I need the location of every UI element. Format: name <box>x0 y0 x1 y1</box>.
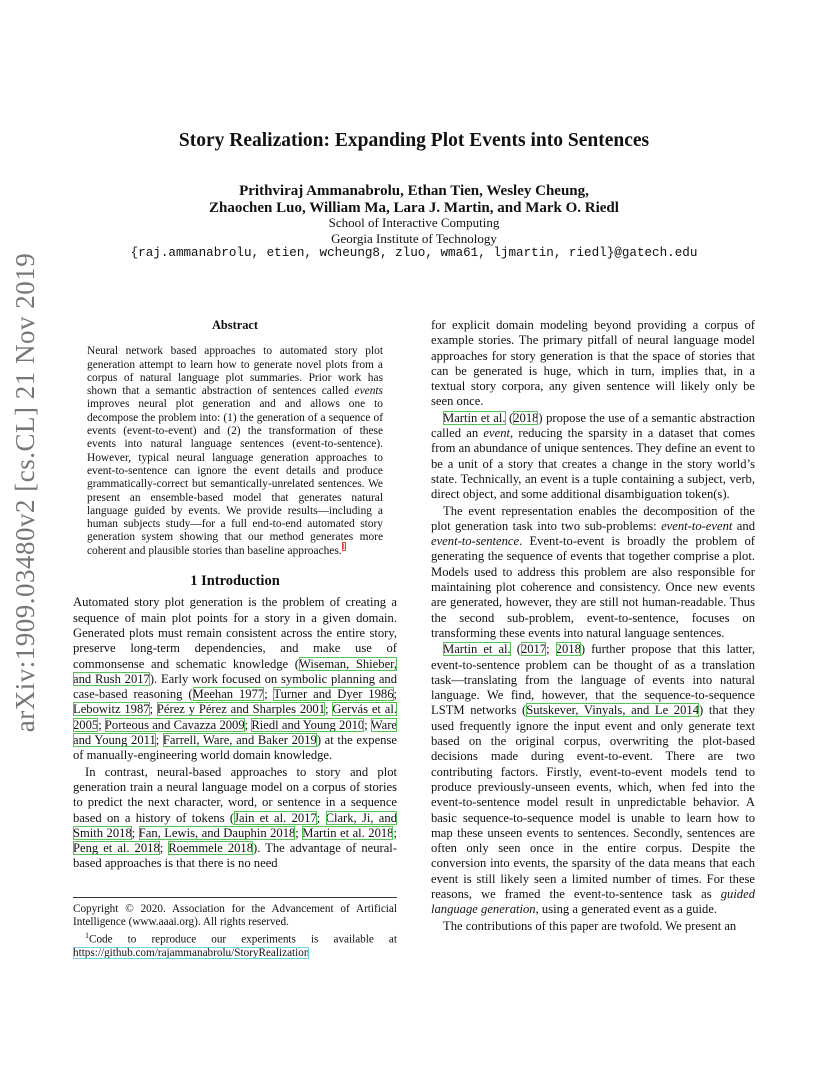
intro-paragraph-1: Automated story plot generation is the problem of creating a sequence of main plot points for a story in a given domain. Generated plots must remain consistent across the entire story, preserve long-term dependencies, and make use of commonsense and schematic knowledge (Wiseman, Shieber, and Rush 2017). Early work focused on symbolic planning and case-based reasoning (Meehan 1977; Turner and Dyer 1986; Lebowitz 1987; Pérez y Pérez and Sharples 2001; Gervás et al. 2005; Porteous and Cavazza 2009; Riedl and Young 2010; Ware and Young 2011; Farrell, Ware, and Baker 2019) at the expense of manually-engineering world domain knowledge. <box>73 595 398 763</box>
events-term: events <box>354 385 383 398</box>
citation-link[interactable]: 2018 <box>513 410 539 425</box>
citation-link[interactable]: Wiseman, Shieber, and Rush 2017 <box>73 656 397 686</box>
right-paragraph-1: for explicit domain modeling beyond providing a corpus of example stories. The primary pitfall of neural language model approaches for story generation is that the space of stories that can be generated is huge, which in turn, implies that, in a textual story corpora, any given sentence will likely only be seen once. <box>431 318 755 409</box>
citation-link[interactable]: Pérez y Pérez and Sharples 2001 <box>156 702 326 717</box>
citation-link[interactable]: Fan, Lewis, and Dauphin 2018 <box>138 825 296 840</box>
author-line-1: Prithviraj Ammanabrolu, Ethan Tien, Wesley Cheung, <box>239 183 589 199</box>
left-column <box>73 318 397 872</box>
right-column <box>431 318 755 934</box>
citation-link[interactable]: Ware and Young 2011 <box>73 717 397 748</box>
affiliation-school: School of Interactive Computing <box>328 215 500 230</box>
citation-link[interactable]: Porteous and Cavazza 2009 <box>104 717 245 732</box>
citation-link[interactable]: Turner and Dyer 1986 <box>273 687 394 702</box>
citation-link[interactable]: 2017 <box>520 642 547 657</box>
citation-link[interactable]: Riedl and Young 2010 <box>251 717 365 732</box>
right-paragraph-5: The contributions of this paper are twofold. We present an <box>443 918 737 933</box>
citation-link[interactable]: Meehan 1977 <box>192 687 265 702</box>
abstract-heading: Abstract <box>211 318 259 332</box>
copyright-notice: Copyright © 2020. Association for the Advancement of Artificial Intelligence (www.aaai.org). All rights reserved. <box>73 903 397 928</box>
paper-title: Story Realization: Expanding Plot Events into Sentences <box>178 130 650 151</box>
citation-link[interactable]: Peng et al. 2018 <box>73 841 160 856</box>
author-emails: {raj.ammanabrolu, etien, wcheung8, zluo, wma61, ljmartin, riedl}@gatech.edu <box>130 246 698 260</box>
arxiv-watermark <box>6 252 46 732</box>
author-line-2: Zhaochen Luo, William Ma, Lara J. Martin, and Mark O. Riedl <box>209 200 619 216</box>
footnote-area <box>73 897 397 960</box>
arxiv-identifier: arXiv:1909.03480v2 [cs.CL] 21 Nov 2019 <box>10 252 41 732</box>
citation-link[interactable]: Martin et al. <box>443 410 506 425</box>
right-paragraph-3: The event representation enables the decomposition of the plot generation task into two sub-problems: event-to-event and event-to-sentence. Event-to-event is broadly the problem of generating the sequence of events that together comprise a plot. Models used to address this problem are also responsible for maintaining plot coherence and consistency. Once new events are generated, however, they are still not human-readable. Thus the second sub-problem, event-to-sentence, focuses on transforming these events into natural language sentences. <box>431 503 755 640</box>
citation-link[interactable]: Sutskever, Vinyals, and Le 2014 <box>526 703 699 718</box>
citation-link[interactable]: Martin et al. <box>443 642 511 657</box>
citation-link[interactable]: Lebowitz 1987 <box>73 702 150 717</box>
right-paragraph-4: Martin et al. (2017; 2018) further propose that this latter, event-to-sentence problem can be thought of as a translation task—translating from the language of events into natural language. We find, however, that the sequence-to-sequence LSTM networks (Sutskever, Vinyals, and Le 2014) that they used frequently ignore the input event and only generate text based on the original corpus, overwriting the plot-based decisions made during event-to-event. There are two contributing factors. Firstly, event-to-event models tend to produce previously-unseen events, which, when fed into the event-to-sentence model result in unpredictable behavior. A basic sequence-to-sequence model is unable to learn how to map these unseen events to sentences. Secondly, sentences are often only seen once in the entire corpus. Despite the conversion into events, the sparsity of the data means that each event is still likely seen a limited number of times. For these reasons, we framed the event-to-sentence task as guided language generation, using a generated event as a guide. <box>431 642 756 917</box>
affiliation-institute: Georgia Institute of Technology <box>331 230 497 246</box>
author-list <box>0 183 828 217</box>
citation-link[interactable]: Roemmele 2018 <box>168 841 254 856</box>
footnote-rule <box>73 897 397 898</box>
abstract-text: Neural network based approaches to automated story plot generation attempt to learn how to generate novel plots from a corpus of natural language plot summaries. Prior work has shown that a semantic abstraction of sentences called events improves neural plot generation and and allows one to decompose the problem into: (1) the generation of a sequence of events (event-to-event) and (2) the transformation of these events into natural language sentences (event-to-sentence). However, typical neural language generation approaches to event-to-sentence can ignore the event details and produce grammatically-correct but semantically-unrelated sentences. We present an ensemble-based model that generates natural language guided by events. We provide results—including a human subjects study—for a full end-to-end automated story generation system showing that our method generates more coherent and plausible stories than baseline approaches.$^1$ <box>87 345 383 557</box>
citation-link[interactable]: Gervás et al. 2005 <box>73 702 397 732</box>
footnote-1-marker[interactable]: 1 <box>341 541 346 551</box>
right-paragraph-2: Martin et al. (2018) propose the use of a semantic abstraction called an event, reducing the sparsity in a dataset that comes from an abundance of unique sentences. They define an event to be a unit of a story that creates a change in the story world’s state. Technically, an event is a tuple containing a subject, verb, direct object, and some additional disambiguation token(s). <box>431 410 756 502</box>
citation-link[interactable]: Farrell, Ware, and Baker 2019 <box>162 733 317 748</box>
citation-link[interactable]: Jain et al. 2017 <box>234 810 317 825</box>
code-repository-link[interactable]: https://github.com/rajammanabrolu/StoryRealization <box>73 946 310 959</box>
intro-paragraph-2: In contrast, neural-based approaches to story and plot generation train a neural language model on a corpus of stories to predict the next character, word, or sentence in a sequence based on a history of tokens (Jain et al. 2017; Clark, Ji, and Smith 2018; Fan, Lewis, and Dauphin 2018; Martin et al. 2018; Peng et al. 2018; Roemmele 2018). The advantage of neural-based approaches is that there is no need <box>73 764 397 871</box>
citation-link[interactable]: 2018 <box>555 642 581 657</box>
citation-link[interactable]: Martin et al. 2018 <box>302 825 394 840</box>
citation-link[interactable]: Clark, Ji, and Smith 2018 <box>73 810 397 840</box>
affiliation <box>0 215 828 246</box>
footnote-1: $^1$Code to reproduce our experiments is available at https://github.com/rajammanabrolu/StoryRealization <box>73 931 397 959</box>
introduction-heading: 1 Introduction <box>190 573 280 590</box>
